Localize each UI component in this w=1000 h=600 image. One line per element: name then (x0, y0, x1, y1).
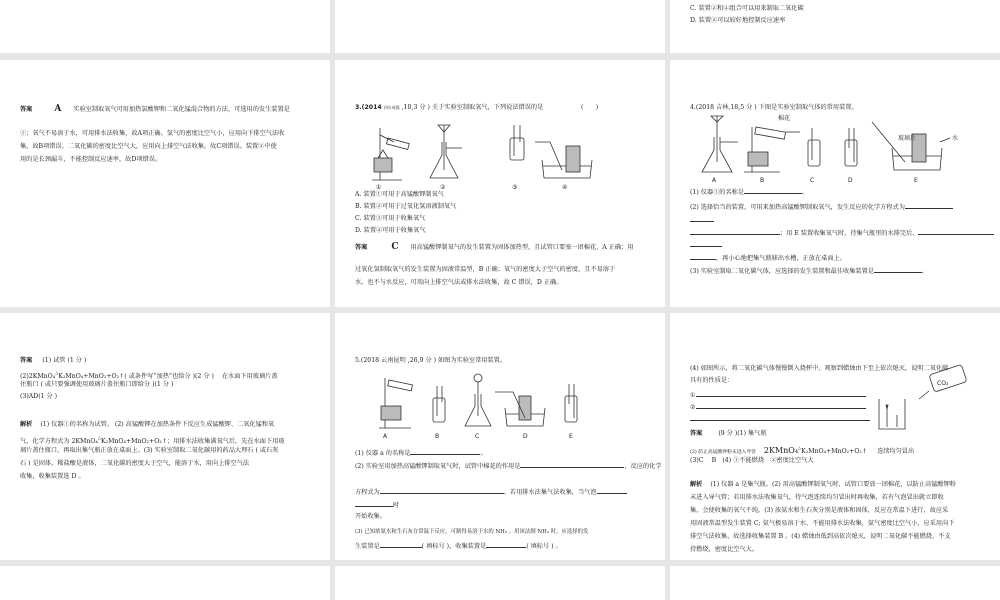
question-4-2b (690, 228, 994, 238)
blank-1 (690, 390, 866, 400)
fig-label-b: B (435, 433, 440, 440)
analysis-text: (1) 仪器①的名称为试管。 (2) 高锰酸钾在加热条件下反应生成锰酸钾、二氧化锰和氧 (40, 421, 275, 428)
question-5-stem: 5.(2018 云南昆明 ,26,9 分 ) 如图为实验室常用装置。 (355, 357, 507, 364)
answer-3: 住瓶口 ( 或只要强调使用玻璃片盖住瓶口即给分 )(1 分 ) (20, 381, 174, 388)
heat-symbol: △ (798, 445, 802, 450)
fig-label-e: E (569, 433, 573, 440)
analysis-3: 璃片盖住瓶口，再取出集气瓶正放在桌面上。(3) 实验室制取二氧化碳用的药品大理石 ( 或石灰 (20, 447, 279, 454)
answer-text: (2) 防止高锰酸钾粉末进入导管 (690, 450, 756, 455)
question-4-stem: 4.(2018 吉林,18,5 分 ) 下图是实验室制取气体的常用装置。 (690, 104, 858, 111)
answer-label: 答案 (355, 244, 368, 251)
analysis-2 (20, 434, 285, 446)
fig-label-1: ① (376, 184, 382, 191)
panel-mid-right (670, 60, 1000, 307)
question-source: 四川成都 (383, 105, 400, 110)
equation-right: K₂MnO₄+MnO₂+O₂↑ (801, 448, 868, 455)
fig-label-d: D (523, 433, 528, 440)
answer-label: 答案 (690, 430, 703, 437)
question-4-stem: (4) 如图所示，将二氧化碳气体慢慢倒入烧杯中，观察到蜡烛由下至上依次熄灭，说明二氧化碳 (690, 365, 949, 372)
question-4-2 (690, 202, 953, 212)
answer-text: (9 分 )(1) 集气瓶 (718, 430, 767, 437)
question-5-3b-text: 生装置是 (355, 543, 380, 550)
equation-left: 2KMnO₄ (763, 446, 799, 455)
question-5-2c-text: 。若用排水法集气法收集，当气泡 (503, 489, 597, 496)
answer-line-1 (20, 105, 290, 114)
option-d: D. 装置④可用于收集氧气 (355, 227, 426, 234)
question-5-2-text: (2) 实验室用加热高锰酸钾制取氧气时，试管中棉花的作用是 (355, 463, 521, 470)
fig-label-a: A (712, 177, 717, 184)
question-5-3c-text: ( 填标号 )，收集装置是 (421, 543, 487, 550)
question-4-1: (1) 仪器①的名称是 。 (690, 189, 809, 196)
question-5-3d-text: ( 填标号 ) 。 (526, 543, 562, 550)
panel-top-left (0, 0, 330, 53)
answer-text: 用高锰酸钾制氧气的发生装置为固体加热型，且试管口要塞一团棉花，A 正确；用 (410, 244, 634, 251)
co2-candle-figure (875, 371, 975, 431)
answer-1 (690, 430, 767, 438)
panel-bot-left (0, 313, 330, 560)
question-5-2e: 开始收集。 (355, 513, 386, 520)
blank-2-label: ② (690, 404, 696, 411)
question-4-2b-text: ；用 E 装置收集氧气时，待集气瓶里的水排完后， (780, 230, 919, 237)
heat-symbol: △ (55, 370, 59, 375)
analysis-1 (20, 421, 274, 429)
option-a: A. 装置①可用于高锰酸钾制氧气 (355, 191, 444, 198)
answer-letter: A (54, 104, 62, 114)
panel-row4-center (335, 566, 665, 600)
label-cotton: 棉花 (778, 115, 791, 122)
fig-label-4: ④ (562, 184, 568, 191)
equation-left: (2)2KMnO₄ (20, 373, 56, 380)
answer-1 (20, 357, 86, 365)
panel-row4-right (670, 566, 1000, 600)
analysis-5: 排空气法收集，故选择收集装置 B 。(4) 蜡烛由低到高依次熄灭，说明二氧化碳不能燃烧、不支 (690, 533, 951, 540)
blank-1-label: ① (690, 392, 696, 399)
option-c: C. 装置②和④组合可以用来制取二氧化碳 (690, 5, 804, 12)
question-4-2-text: (2) 选择恰当的装置，可用来加热高锰酸钾制取氧气，发生反应的化学方程式为 (690, 204, 905, 211)
question-5-2 (355, 461, 662, 471)
fig-label-d: D (848, 177, 853, 184)
option-d: D. 装置②可以较好地控制反应速率 (690, 17, 786, 24)
question-4-2c (690, 253, 846, 263)
panel-mid-center (335, 60, 665, 307)
blank-3 (690, 414, 870, 424)
blank-line (690, 215, 714, 225)
panel-top-center (335, 0, 665, 53)
question-4-2c-text: ，再小心地把集气瓶移出水槽，正放在桌面上。 (716, 255, 846, 262)
panel-bot-center (335, 313, 665, 560)
heat-symbol: △ (97, 435, 101, 440)
answer-line-2: ①；氧气不易溶于水，可用排水法收集，故A项正确。氢气的密度比空气小，应用向下排空气法收 (20, 130, 285, 137)
question-4-1-text: (1) 仪器①的名称是 (690, 189, 745, 196)
question-5-2d-text: 时 (393, 502, 400, 509)
analysis-4: 石 ) 是固体，稀盐酸是液体，二氧化碳的密度大于空气，能溶于水，用向上排空气法 (20, 460, 250, 467)
apparatus-figure-q3 (350, 120, 610, 190)
question-4-3: (3) 实验室制取二氧化碳气体，应选择的发生装置和最佳收集装置是 。 (690, 268, 929, 275)
analysis-label: 解析 (20, 421, 33, 428)
question-5-3a: (3) 已知浓氨水和生石灰在常温下反应，可制得易溶于水的 NH₃ 。用该法制 NH₃ 时，应选择的发 (355, 529, 589, 535)
equation-right: K₂MnO₄+MnO₂+O₂↑( 或条件写“加热”也给分 )(2 分 ) (58, 373, 214, 380)
option-b: B. 装置②可用于过氧化氢溶液制氧气 (355, 203, 457, 210)
panel-bot-right (670, 313, 1000, 560)
answer-text: (1) 试管 (1 分 ) (42, 357, 87, 364)
answer-text: 连续均匀冒出 (877, 448, 915, 455)
question-5-1-text: (1) 仪器 a 的名称是 (355, 450, 411, 457)
fig-label-2: ② (440, 184, 446, 191)
co2-label: CO₂ (937, 380, 949, 387)
label-water: 水 (952, 135, 959, 142)
analysis-label: 解析 (690, 481, 703, 488)
answer-bracket: ( ) (581, 104, 599, 111)
answer-2 (690, 444, 914, 457)
question-5-1: (1) 仪器 a 的名称是 。 (355, 450, 487, 457)
question-5-2b-text: 方程式为 (355, 489, 380, 496)
answer-line-3: 集，故B项错误。二氧化碳的密度比空气大，应用向上排空气法收集，故C项错误。装置②中使 (20, 143, 277, 150)
analysis-1 (690, 481, 956, 489)
answer-line-4: 用的是长颈漏斗，不能控制反应速率，故D项错误。 (20, 156, 162, 163)
option-c: C. 装置③可用于收集氧气 (355, 215, 426, 222)
analysis-4: 用固液常温型发生装置 C; 氨气极易溶于水，不能用排水法收集，氨气密度比空气小，应采用向下 (690, 520, 955, 527)
answer-text: 实验室制取氧气可用加热氯酸钾和二氧化锰混合物的方法，可选用的发生装置是 (73, 106, 290, 113)
analysis-3: 集，会使收集的氧气不纯。(3) 浓氨水和生石灰分别是液体和固体，反应在常温下进行，故应采 (690, 507, 949, 514)
fig-label-a: A (383, 433, 388, 440)
analysis-text: 气，化学方程式为 2KMnO₄ (20, 438, 98, 445)
answer-letter: C (391, 242, 399, 252)
apparatus-figure-q5 (375, 368, 615, 440)
label-glass: 玻璃片 (898, 135, 917, 142)
panel-row4-left (0, 566, 330, 600)
answer-3: (3)C B (4) ①不能燃烧 ②密度比空气大 (690, 457, 814, 464)
answer-line-1 (355, 243, 633, 252)
question-5-2b (355, 487, 627, 497)
analysis-6: 持燃烧，密度比空气大。 (690, 546, 759, 553)
question-number: 3.(2014 (355, 104, 382, 111)
analysis-text: (1) 仪器 a 是集气瓶。(2) 用高锰酸钾制氧气时，试管口要放一团棉花，以防止高锰酸钾粉 (710, 481, 956, 488)
answer-line-3: 水，也不与水反应，可用向上排空气法或排水法收集，故 C 错误，D 正确。 (355, 279, 563, 286)
answer-line-2: 过氧化氢制取氧气的发生装置为固液常温型，B 正确；氧气的密度大于空气的密度，且不易溶于 (355, 266, 616, 273)
question-5-2-tail: ，反应的化学 (624, 463, 662, 470)
fig-label-3: ③ (512, 184, 518, 191)
question-5-3b (355, 541, 562, 551)
question-5-2d (355, 500, 399, 510)
question-4-stem-2: 具有的性质是： (690, 377, 734, 384)
fig-label-c: C (475, 433, 480, 440)
answer-label: 答案 (20, 106, 33, 113)
answer-text: 在水面下用玻璃片盖 (221, 373, 278, 380)
question-4-3-text: (3) 实验室制取二氧化碳气体，应选择的发生装置和最佳收集装置是 (690, 268, 874, 275)
question-3-stem (355, 104, 543, 112)
question-text: ,10,3 分 ) 关于实验室制取氧气，下列说法错误的是 (401, 104, 544, 111)
panel-mid-left (0, 60, 330, 307)
fig-label-e: E (914, 177, 918, 184)
answer-label: 答案 (20, 357, 33, 364)
fig-label-b: B (760, 177, 765, 184)
analysis-2: 末进入导气管；若用排水法收集氧气，待气泡连续均匀冒出时再收集，若有气泡冒出就立即收 (690, 494, 944, 501)
analysis-text: K₂MnO₄+MnO₂+O₂↑；用排水法收集满氧气后，先在水面下用玻 (100, 438, 285, 445)
analysis-5: 收集，收集装置选 D 。 (20, 473, 85, 480)
panel-top-right (670, 0, 1000, 53)
apparatus-figure-q4 (700, 112, 980, 184)
answer-2 (20, 369, 278, 381)
answer-4: (3)AD(1 分 ) (20, 393, 58, 400)
blank-line (690, 240, 722, 250)
fig-label-c: C (810, 177, 815, 184)
blank-2 (690, 402, 866, 412)
